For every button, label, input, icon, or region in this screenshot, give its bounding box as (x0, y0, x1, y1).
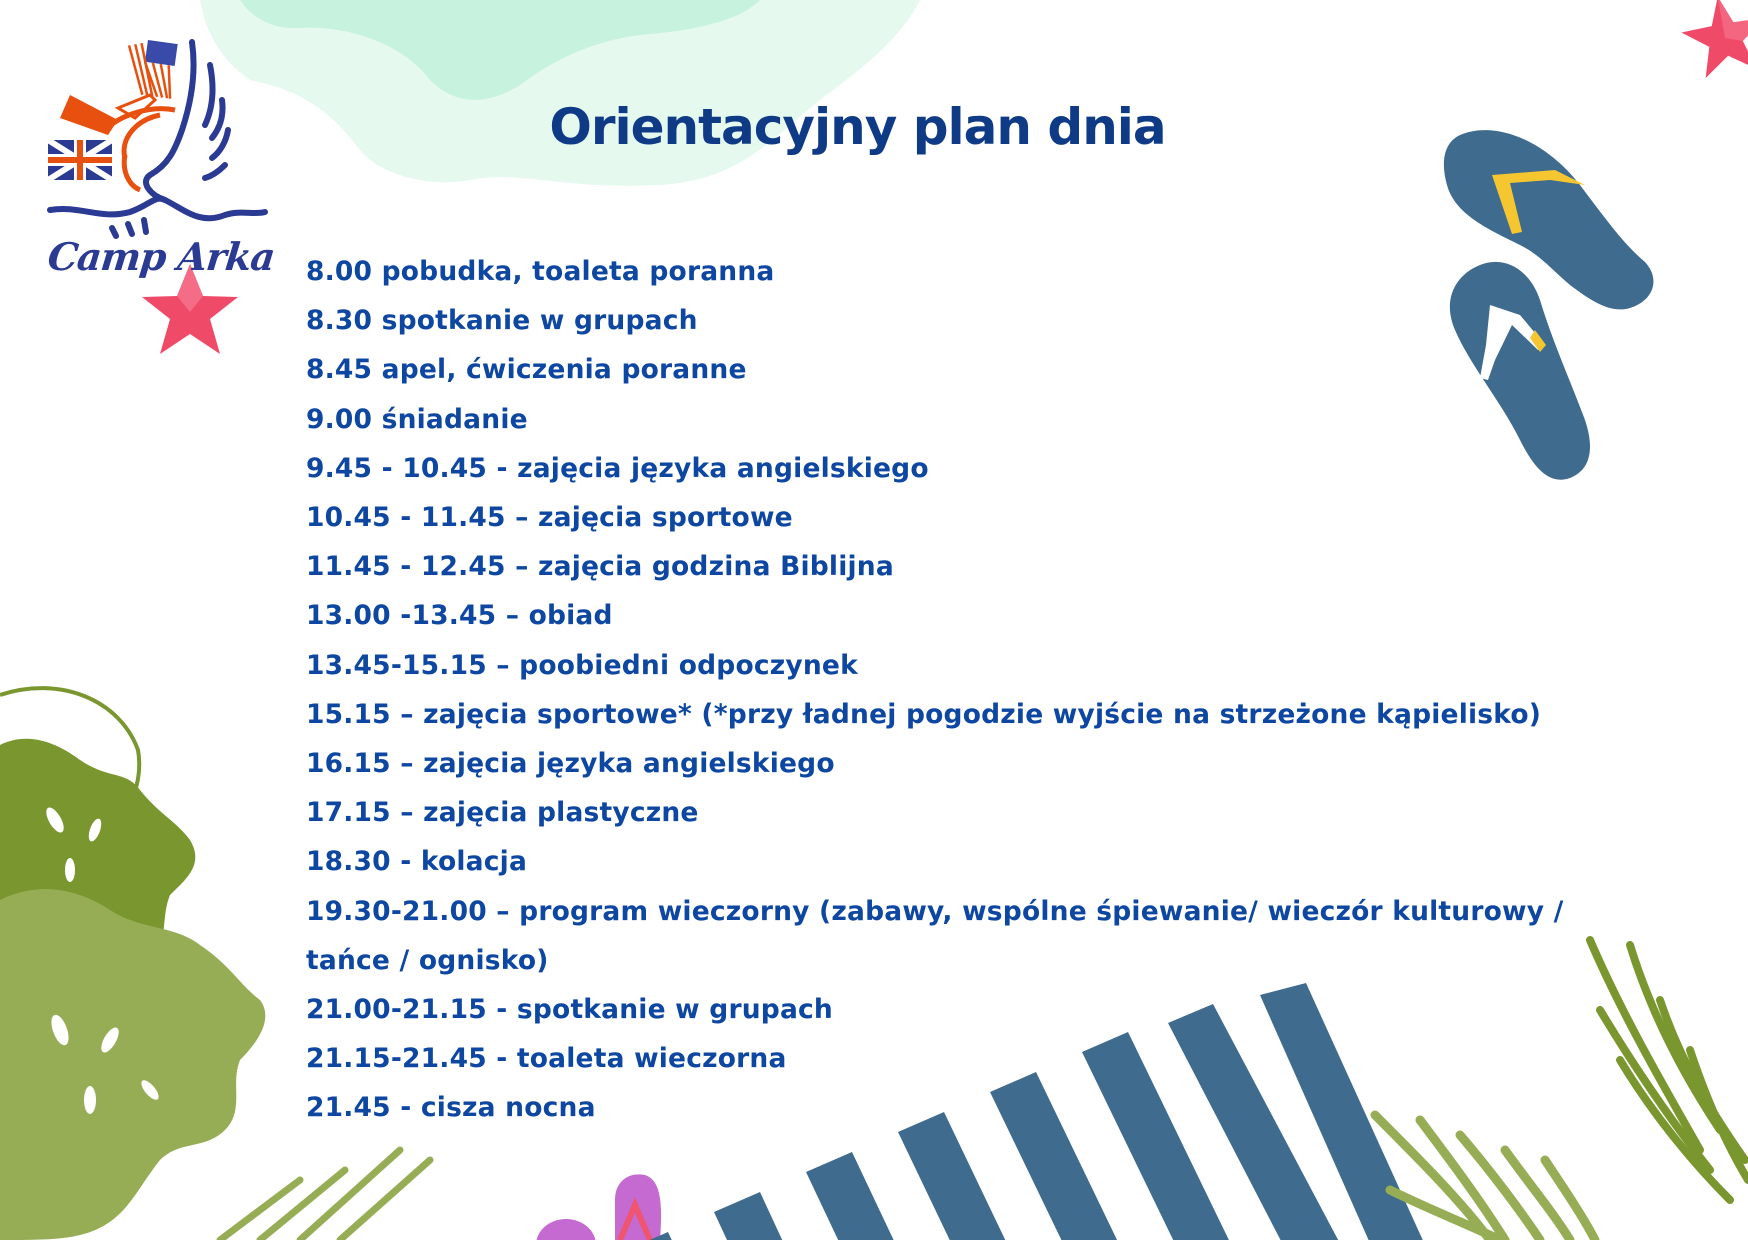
schedule-item: 18.30 - kolacja (306, 846, 528, 878)
schedule-item: 19.30-21.00 – program wieczorny (zabawy, wspólne śpiewanie/ wieczór kulturowy / tańce / ognisko) (306, 895, 1564, 976)
schedule-item: 8.45 apel, ćwiczenia poranne (306, 354, 747, 386)
schedule-item: 11.45 - 12.45 – zajęcia godzina Biblijna (306, 551, 894, 583)
monstera-leaves-icon (0, 688, 265, 1240)
schedule-item: 8.30 spotkanie w grupach (306, 305, 698, 337)
schedule-item: 16.15 – zajęcia języka angielskiego (306, 748, 835, 780)
red-starfish-icon (1676, 0, 1748, 81)
schedule-item: 17.15 – zajęcia plastyczne (306, 797, 699, 829)
pink-flip-flops-icon (536, 1174, 661, 1240)
schedule-item: 10.45 - 11.45 – zajęcia sportowe (306, 502, 793, 534)
schedule-item: 9.00 śniadanie (306, 403, 528, 435)
schedule-item: 13.45-15.15 – poobiedni odpoczynek (306, 649, 858, 681)
schedule-item: 8.00 pobudka, toaleta poranna (306, 256, 775, 287)
daily-schedule-list (306, 247, 1616, 1133)
palm-frond-left-icon (220, 1150, 430, 1240)
schedule-item: 21.00-21.15 - spotkanie w grupach (306, 994, 833, 1026)
page-title: Orientacyjny plan dnia (549, 98, 1166, 156)
schedule-item: 15.15 – zajęcia sportowe* (*przy ładnej pogodzie wyjście na strzeżone kąpielisko) (306, 698, 1542, 730)
logo-wordmark: Camp Arka (45, 234, 277, 279)
schedule-item: 21.15-21.45 - toaleta wieczorna (306, 1043, 787, 1075)
schedule-item: 9.45 - 10.45 - zajęcia języka angielskiego (306, 452, 929, 484)
mint-wave-icon (200, 0, 920, 186)
schedule-item: 13.00 -13.45 – obiad (306, 600, 613, 632)
schedule-item: 21.45 - cisza nocna (306, 1092, 596, 1124)
